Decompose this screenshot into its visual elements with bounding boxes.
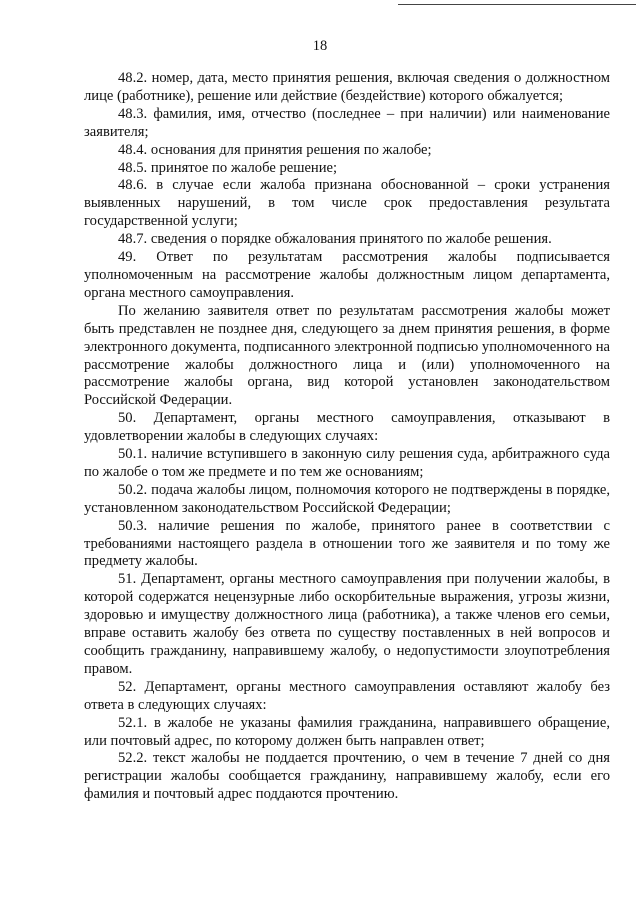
paragraph-48-5: 48.5. принятое по жалобе решение; — [118, 159, 338, 176]
paragraph-52-2: 52.2. текст жалобы не поддается прочтению, о чем в течение 7 дней со дня регистрации жалобы сообщается гражданину, направившему жалобу, если его фамилия и почтовый адрес поддаются прочтению. — [84, 750, 610, 803]
paragraph-52: 52. Департамент, органы местного самоуправления оставляют жалобу без ответа в следующих случаях: — [84, 678, 610, 713]
paragraph-51: 51. Департамент, органы местного самоуправления при получении жалобы, в которой содержатся нецензурные либо оскорбительные выражения, угрозы жизни, здоровью и имуществу должностного лица (работника), а также членов его семьи, вправе оставить жалобу без ответа по существу поставленных в ней вопросов и сообщить гражданину, направившему жалобу, о недопустимости злоупотребления правом. — [84, 571, 610, 677]
paragraph-49: 49. Ответ по результатам рассмотрения жалобы подписывается уполномоченным на рассмотрение жалобы должностным лицом департамента, органа местного самоуправления. — [84, 249, 610, 301]
paragraph-48-7: 48.7. сведения о порядке обжалования принятого по жалобе решения. — [118, 231, 552, 248]
paragraph-48-4: 48.4. основания для принятия решения по жалобе; — [118, 141, 432, 158]
paragraph-50: 50. Департамент, органы местного самоуправления, отказывают в удовлетворении жалобы в следующих случаях: — [84, 410, 610, 445]
paragraph-50-2: 50.2. подача жалобы лицом, полномочия которого не подтверждены в порядке, установленном законодательством Российской Федерации; — [84, 481, 610, 516]
paragraph-49-electronic-answer: По желанию заявителя ответ по результатам рассмотрения жалобы может быть представлен не позднее дня, следующего за днем принятия решения, в форме электронного документа, подписанного электронной подписью уполномоченного на рассмотрение жалобы должностного лица и (или) уполномоченного на рассмотрение жалобы органа, вид которой установлен законодательством Российской Федерации. — [84, 302, 610, 409]
top-edge-rule — [398, 4, 636, 5]
paragraph-52-1: 52.1. в жалобе не указаны фамилия гражданина, направившего обращение, или почтовый адрес, по которому должен быть направлен ответ; — [84, 714, 610, 749]
paragraph-50-1: 50.1. наличие вступившего в законную силу решения суда, арбитражного суда по жалобе о том же предмете и по тем же основаниям; — [84, 446, 610, 480]
paragraph-48-3: 48.3. фамилия, имя, отчество (последнее – при наличии) или наименование заявителя; — [84, 105, 610, 140]
paragraph-48-2: 48.2. номер, дата, место принятия решения, включая сведения о должностном лице (работнике), решение или действие (бездействие) которого обжалуется; — [84, 70, 610, 104]
page-number: 18 — [312, 38, 328, 54]
paragraph-50-3: 50.3. наличие решения по жалобе, принятого ранее в соответствии с требованиями настоящего раздела в отношении того же заявителя и по тому же предмету жалобы. — [84, 517, 610, 570]
document-body — [84, 70, 610, 804]
paragraph-48-6: 48.6. в случае если жалоба признана обоснованной – сроки устранения выявленных нарушений, в том числе срок предоставления результата государственной услуги; — [84, 177, 610, 230]
